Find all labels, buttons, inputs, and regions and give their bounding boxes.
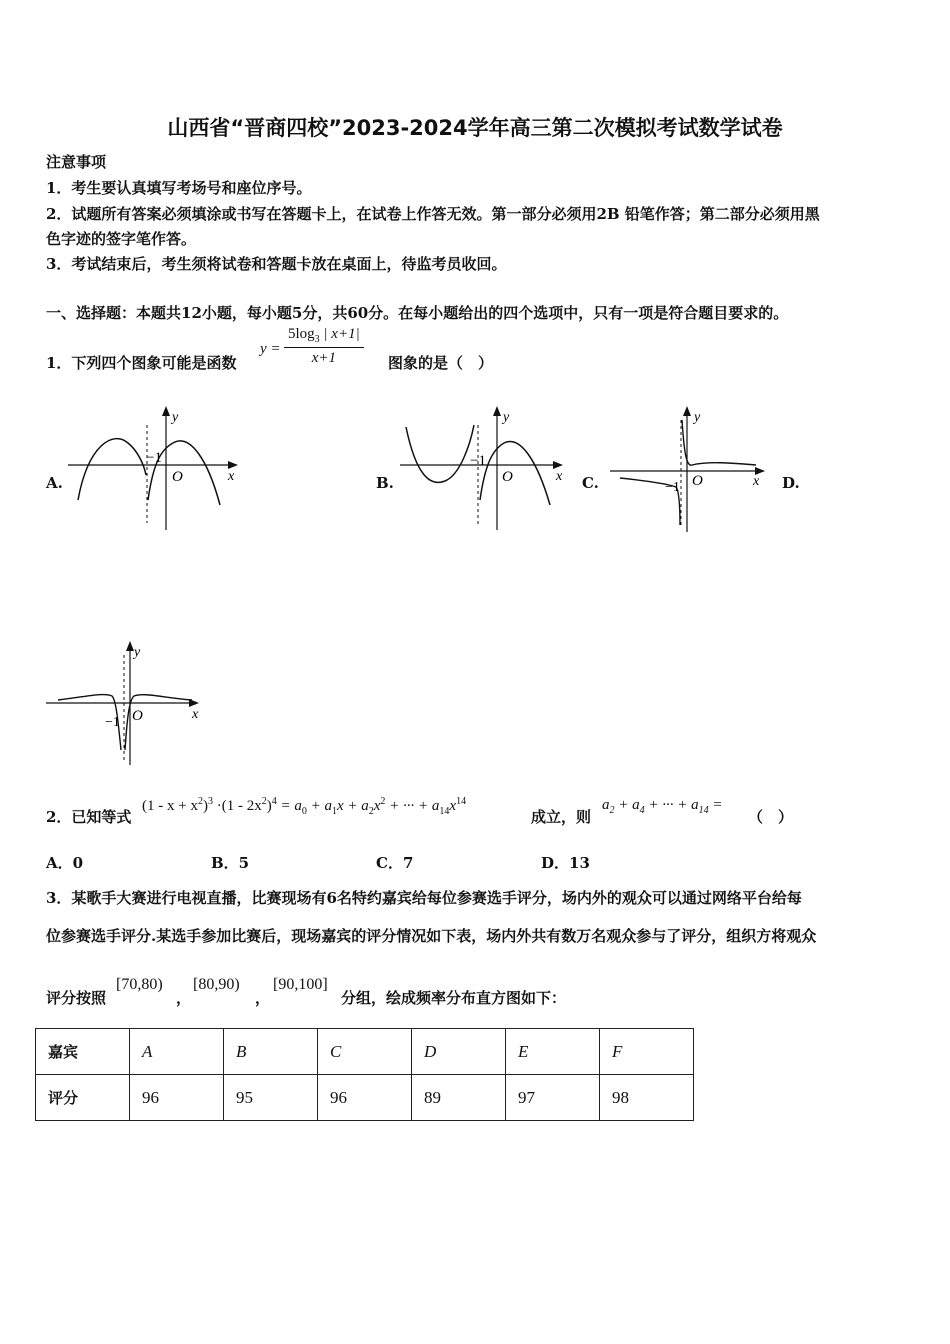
graph-b-origin: O xyxy=(502,469,513,485)
q1-option-a-label: A. xyxy=(46,474,63,492)
notice-item-1: 1．考生要认真填写考场号和座位序号。 xyxy=(46,179,312,197)
q1-graph-b xyxy=(400,405,575,535)
q3-line-3-suffix: 分组，绘成频率分布直方图如下： xyxy=(341,989,567,1007)
q1-func-base: 3 xyxy=(314,334,320,345)
q1-graph-a xyxy=(68,405,248,535)
q3-score-table xyxy=(35,1028,694,1121)
q1-option-c-label: C. xyxy=(582,474,599,492)
graph-b-x-label: x xyxy=(556,469,563,484)
graph-c-minus-one: −1 xyxy=(665,480,680,495)
table-cell-score: 89 xyxy=(412,1075,506,1121)
table-cell-score: 95 xyxy=(224,1075,318,1121)
q2-suffix: （ ） xyxy=(748,808,794,826)
table-row xyxy=(36,1075,694,1121)
table-cell-score: 97 xyxy=(506,1075,600,1121)
table-cell-guest: E xyxy=(506,1029,600,1075)
graph-c-x-label: x xyxy=(753,474,760,489)
table-cell-score: 98 xyxy=(600,1075,694,1121)
table-cell-score: 96 xyxy=(318,1075,412,1121)
q1-func-num: 5log xyxy=(288,326,315,342)
q3-separator-2: ， xyxy=(255,989,271,1007)
graph-b-y-label: y xyxy=(503,410,510,425)
q3-line-1: 3．某歌手大赛进行电视直播，比赛现场有6名特约嘉宾给每位参赛选手评分，场内外的观众可以通过网络平台给每 xyxy=(46,889,802,907)
q1-prefix: 1．下列四个图象可能是函数 xyxy=(46,354,237,372)
q2-option-d: D．13 xyxy=(541,854,590,872)
q3-interval-1: [70,80) xyxy=(116,976,163,993)
q3-separator-1: ， xyxy=(176,989,192,1007)
graph-c-origin: O xyxy=(692,473,703,489)
notice-heading: 注意事项 xyxy=(46,153,107,171)
table-header-guest: 嘉宾 xyxy=(36,1029,130,1075)
notice-item-2-cont: 色字迹的签字笔作答。 xyxy=(46,230,197,248)
q2-option-a: A．0 xyxy=(46,854,84,872)
notice-item-3: 3．考试结束后，考生须将试卷和答题卡放在桌面上，待监考员收回。 xyxy=(46,255,507,273)
graph-a-y-label: y xyxy=(172,410,179,425)
graph-a-x-label: x xyxy=(228,469,235,484)
graph-d-minus-one: −1 xyxy=(105,715,120,730)
table-cell-guest: A xyxy=(130,1029,224,1075)
table-cell-guest: F xyxy=(600,1029,694,1075)
table-row xyxy=(36,1029,694,1075)
q2-option-c: C．7 xyxy=(376,854,414,872)
section-heading: 一、选择题：本题共12小题，每小题5分，共60分。在每小题给出的四个选项中，只有一项是符合题目要求的。 xyxy=(46,304,789,322)
table-cell-score: 96 xyxy=(130,1075,224,1121)
q3-line-2: 位参赛选手评分.某选手参加比赛后，现场嘉宾的评分情况如下表，场内外共有数万名观众参与了评分，组织方将观众 xyxy=(46,927,817,945)
graph-a-minus-one: −1 xyxy=(146,450,162,466)
page-title: 山西省“晋商四校”2023-2024学年高三第二次模拟考试数学试卷 xyxy=(167,116,783,140)
q1-graph-d xyxy=(44,640,214,770)
graph-b-minus-one: −1 xyxy=(470,453,486,469)
q1-func-fraction xyxy=(284,326,364,367)
graph-d-y-label: y xyxy=(134,645,141,660)
q2-equation: $(1 - x + x^2)^3 \cdot(1 - 2x^2)^4 = a_0 + a_1x + a_2x^2$ + ··· + $a_{14}x^{14}$ xyxy=(142,796,467,817)
q2-prefix: 2．已知等式 xyxy=(46,808,132,826)
q1-suffix: 图象的是（ ） xyxy=(388,354,494,372)
notice-item-2: 2．试题所有答案必须填涂或书写在答题卡上，在试卷上作答无效。第一部分必须用2B 铅笔作答；第二部分必须用黑 xyxy=(46,205,820,223)
table-header-score: 评分 xyxy=(36,1075,130,1121)
q1-func-den: x+1 xyxy=(311,350,336,366)
q1-func-lhs: y = xyxy=(260,341,281,357)
q3-interval-2: [80,90) xyxy=(193,976,240,993)
table-cell-guest: D xyxy=(412,1029,506,1075)
q1-option-d-label: D. xyxy=(782,474,800,492)
q3-line-3-prefix: 评分按照 xyxy=(46,989,107,1007)
q1-graph-c xyxy=(608,405,778,535)
graph-c-y-label: y xyxy=(694,410,701,425)
table-cell-guest: B xyxy=(224,1029,318,1075)
table-cell-guest: C xyxy=(318,1029,412,1075)
q1-option-b-label: B. xyxy=(376,474,394,492)
graph-d-origin: O xyxy=(132,708,143,724)
graph-a-origin: O xyxy=(172,469,183,485)
q1-func-arg: | x+1| xyxy=(323,326,360,342)
q2-ask-expression: $a_2 + a_4$ + ··· + $a_{14}$ = xyxy=(602,797,723,816)
q2-middle: 成立，则 xyxy=(531,808,592,826)
q3-interval-3: [90,100] xyxy=(273,976,328,993)
q2-option-b: B．5 xyxy=(211,854,250,872)
graph-d-x-label: x xyxy=(192,707,199,722)
